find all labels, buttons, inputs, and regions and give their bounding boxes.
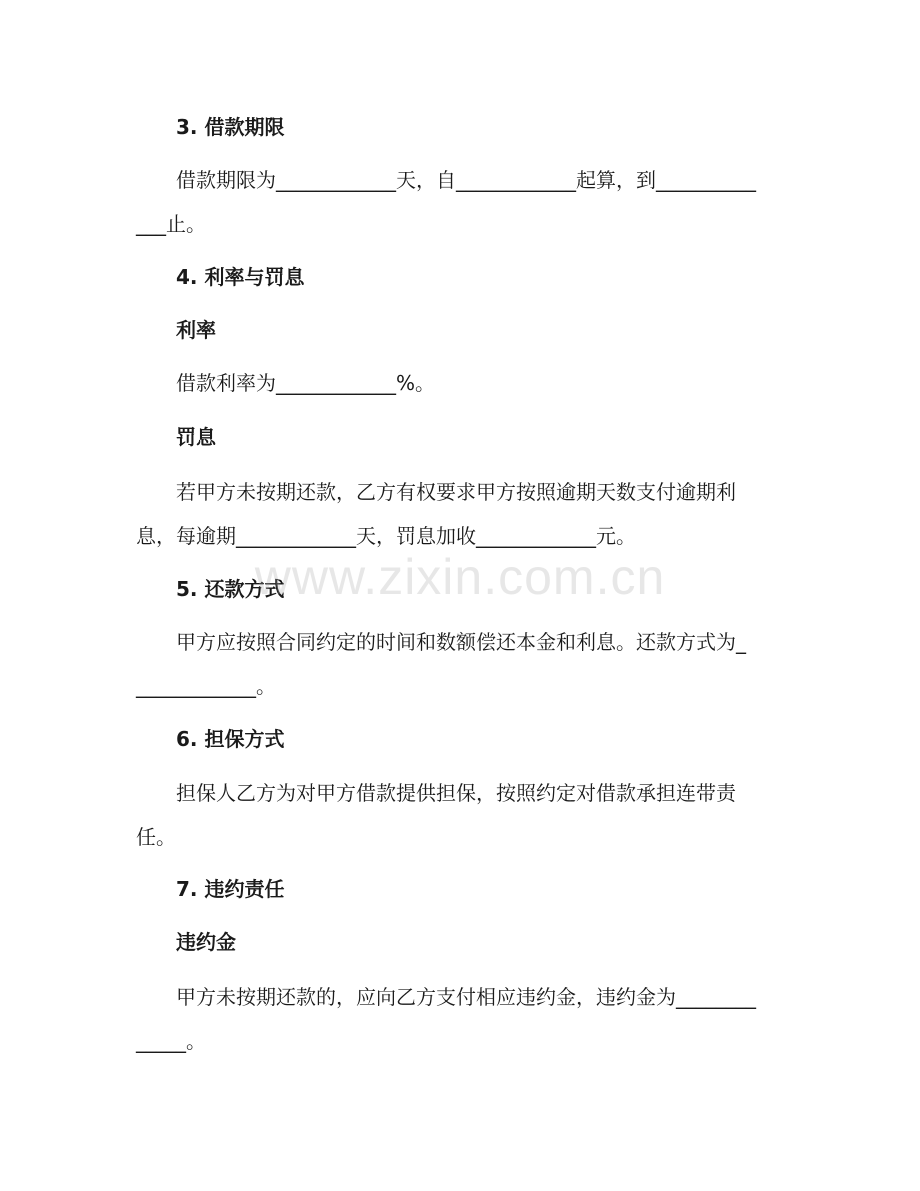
watermark: www.zixin.com.cn [254, 549, 666, 605]
section-7-heading: 7. 违约责任 [176, 877, 285, 901]
section-3-heading: 3. 借款期限 [176, 115, 285, 139]
section-4-heading: 4. 利率与罚息 [176, 265, 305, 289]
section-5-text-line-1: 甲方应按照合同约定的时间和数额偿还本金和利息。还款方式为_ [176, 630, 746, 654]
section-4-penalty-text-line-2: 息，每逾期____________天，罚息加收____________元。 [136, 524, 636, 548]
section-4-subheading-penalty: 罚息 [176, 425, 216, 449]
section-7-text-line-1: 甲方未按期还款的，应向乙方支付相应违约金，违约金为________ [176, 985, 756, 1009]
section-4-subheading-rate: 利率 [176, 318, 216, 342]
section-7-subheading-penalty-fee: 违约金 [176, 930, 236, 954]
section-4-rate-text: 借款利率为____________%。 [176, 371, 436, 395]
section-7-text-line-2: _____。 [136, 1029, 206, 1053]
section-4-penalty-text-line-1: 若甲方未按期还款，乙方有权要求甲方按照逾期天数支付逾期利 [176, 480, 736, 504]
section-3-text-line-1: 借款期限为____________天，自____________起算，到__________ [176, 168, 756, 192]
section-5-heading: 5. 还款方式 [176, 577, 285, 601]
section-6-heading: 6. 担保方式 [176, 727, 285, 751]
section-3-text-line-2: ___止。 [136, 212, 206, 236]
section-6-text-line-1: 担保人乙方为对甲方借款提供担保，按照约定对借款承担连带责 [176, 781, 736, 805]
section-5-text-line-2: ____________。 [136, 674, 276, 698]
section-6-text-line-2: 任。 [136, 825, 176, 849]
